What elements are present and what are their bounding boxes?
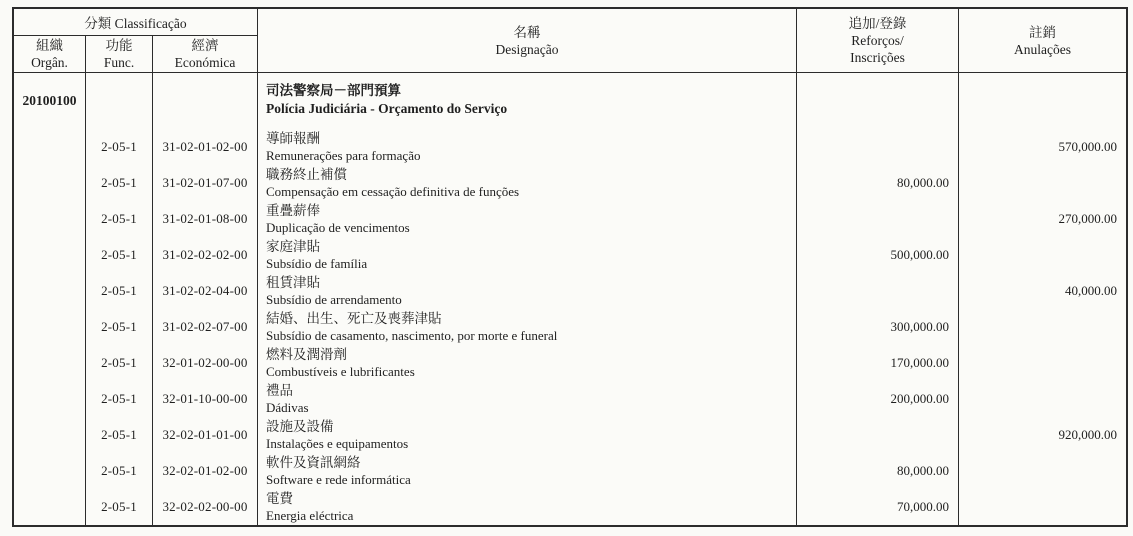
header-classification: 分類 Classificação: [14, 9, 258, 36]
anulacoes-amount: [959, 381, 1126, 417]
empty-reforcos-cell: [797, 73, 959, 129]
header-reinforcements: [797, 9, 959, 72]
table-row: [14, 129, 1126, 165]
header-functional-pt: Func.: [103, 55, 135, 70]
empty-econ-cell: [153, 73, 258, 129]
econ-code: 32-01-02-00-00: [153, 345, 258, 381]
designation-pt: Instalações e equipamentos: [266, 435, 409, 451]
header-cancellations: [959, 9, 1126, 72]
designation-pt: Software e rede informática: [266, 471, 411, 487]
designation-zh: 燃料及潤滑劑: [266, 347, 347, 362]
designation-cell: [258, 201, 797, 237]
empty-organ-cell: [14, 165, 86, 201]
anulacoes-amount: 570,000.00: [1058, 139, 1117, 154]
header-cancellations-pt: Anulações: [1014, 41, 1071, 57]
econ-code: 31-02-01-07-00: [153, 165, 258, 201]
table-row: [14, 489, 1126, 525]
section-title-zh: 司法警察局－部門預算: [266, 83, 401, 98]
reforcos-amount: [797, 129, 959, 165]
reforcos-amount: [797, 273, 959, 309]
designation-cell: [258, 237, 797, 273]
table-row: [14, 453, 1126, 489]
empty-organ-cell: [14, 417, 86, 453]
reforcos-amount: 80,000.00: [797, 165, 959, 201]
econ-code: 32-02-01-01-00: [153, 417, 258, 453]
designation-cell: [258, 345, 797, 381]
empty-organ-cell: [14, 201, 86, 237]
table-row: [14, 273, 1126, 309]
designation-cell: [258, 381, 797, 417]
anulacoes-amount: [959, 453, 1126, 489]
reforcos-amount: 170,000.00: [797, 345, 959, 381]
anulacoes-amount: [959, 309, 1126, 345]
econ-code: 31-02-02-07-00: [153, 309, 258, 345]
econ-code: 31-02-01-02-00: [153, 129, 258, 165]
header-designation-zh: 名稱: [513, 24, 541, 40]
designation-pt: Remunerações para formação: [266, 147, 421, 163]
designation-zh: 軟件及資訊網絡: [266, 455, 361, 470]
table-row: [14, 201, 1126, 237]
designation-zh: 租賃津貼: [266, 275, 320, 290]
anulacoes-amount: 40,000.00: [1065, 283, 1117, 298]
designation-zh: 設施及設備: [266, 419, 334, 434]
designation-pt: Dádivas: [266, 399, 309, 415]
func-code: 2-05-1: [86, 309, 153, 345]
header-cancellations-zh: 註銷: [1029, 24, 1056, 40]
header-economic-pt: Económica: [174, 55, 236, 70]
reforcos-amount: 500,000.00: [797, 237, 959, 273]
empty-organ-cell: [14, 237, 86, 273]
econ-code: 31-02-02-04-00: [153, 273, 258, 309]
reforcos-amount: [797, 201, 959, 237]
header-economic-zh: 經濟: [191, 38, 219, 53]
empty-organ-cell: [14, 273, 86, 309]
reforcos-amount: 80,000.00: [797, 453, 959, 489]
designation-pt: Subsídio de arrendamento: [266, 291, 402, 307]
designation-pt: Combustíveis e lubrificantes: [266, 363, 415, 379]
anulacoes-amount: 920,000.00: [1058, 427, 1117, 442]
designation-pt: Subsídio de família: [266, 255, 368, 271]
func-code: 2-05-1: [86, 165, 153, 201]
econ-code: 31-02-01-08-00: [153, 201, 258, 237]
header-organ-zh: 組織: [36, 38, 63, 53]
table-row: [14, 165, 1126, 201]
designation-cell: [258, 453, 797, 489]
designation-pt: Compensação em cessação definitiva de funções: [266, 183, 520, 199]
header-functional: [86, 36, 153, 72]
func-code: 2-05-1: [86, 345, 153, 381]
header-organ-pt: Orgân.: [31, 55, 68, 70]
table-row: [14, 381, 1126, 417]
func-code: 2-05-1: [86, 273, 153, 309]
empty-organ-cell: [14, 345, 86, 381]
reforcos-amount: 200,000.00: [797, 381, 959, 417]
func-code: 2-05-1: [86, 201, 153, 237]
empty-organ-cell: [14, 309, 86, 345]
table-row: [14, 417, 1126, 453]
reforcos-amount: 300,000.00: [797, 309, 959, 345]
empty-organ-cell: [14, 489, 86, 525]
reforcos-amount: [797, 417, 959, 453]
section-title-cell: [258, 73, 797, 129]
func-code: 2-05-1: [86, 417, 153, 453]
func-code: 2-05-1: [86, 453, 153, 489]
designation-cell: [258, 489, 797, 525]
anulacoes-amount: [959, 165, 1126, 201]
section-row: [14, 73, 1126, 129]
budget-table: [12, 7, 1128, 527]
table-row: [14, 345, 1126, 381]
header-economic: [153, 36, 258, 72]
header-reinforcements-pt1: Reforços/: [851, 33, 904, 48]
empty-organ-cell: [14, 453, 86, 489]
header-designation: [258, 9, 797, 72]
empty-organ-cell: [14, 129, 86, 165]
designation-zh: 家庭津貼: [266, 239, 320, 254]
econ-code: 31-02-02-02-00: [153, 237, 258, 273]
table-row: [14, 309, 1126, 345]
func-code: 2-05-1: [86, 237, 153, 273]
econ-code: 32-01-10-00-00: [153, 381, 258, 417]
econ-code: 32-02-01-02-00: [153, 453, 258, 489]
func-code: 2-05-1: [86, 489, 153, 525]
header-reinforcements-zh: 追加/登錄: [848, 16, 907, 31]
designation-cell: [258, 129, 797, 165]
designation-zh: 導師報酬: [266, 131, 320, 146]
empty-anulacoes-cell: [959, 73, 1126, 129]
header-organ: [14, 36, 86, 72]
designation-zh: 禮品: [266, 383, 293, 398]
designation-zh: 結婚、出生、死亡及喪葬津貼: [266, 311, 442, 326]
header-designation-pt: Designação: [495, 41, 559, 57]
designation-zh: 重疊薪俸: [266, 203, 320, 218]
designation-cell: [258, 309, 797, 345]
empty-func-cell: [86, 73, 153, 129]
designation-zh: 職務終止補償: [266, 167, 347, 182]
designation-pt: Energia eléctrica: [266, 507, 354, 523]
designation-zh: 電費: [266, 491, 293, 506]
anulacoes-amount: [959, 237, 1126, 273]
table-header: [14, 9, 1126, 73]
empty-organ-cell: [14, 381, 86, 417]
designation-cell: [258, 273, 797, 309]
reforcos-amount: 70,000.00: [797, 489, 959, 525]
func-code: 2-05-1: [86, 129, 153, 165]
header-functional-zh: 功能: [105, 38, 133, 53]
table-row: [14, 237, 1126, 273]
designation-pt: Duplicação de vencimentos: [266, 219, 410, 235]
anulacoes-amount: [959, 345, 1126, 381]
econ-code: 32-02-02-00-00: [153, 489, 258, 525]
organ-code: 20100100: [14, 73, 86, 129]
designation-pt: Subsídio de casamento, nascimento, por morte e funeral: [266, 327, 558, 343]
header-reinforcements-pt2: Inscrições: [850, 50, 905, 65]
designation-cell: [258, 165, 797, 201]
section-title-pt: Polícia Judiciária - Orçamento do Serviço: [266, 101, 508, 116]
anulacoes-amount: [959, 489, 1126, 525]
anulacoes-amount: 270,000.00: [1058, 211, 1117, 226]
func-code: 2-05-1: [86, 381, 153, 417]
designation-cell: [258, 417, 797, 453]
